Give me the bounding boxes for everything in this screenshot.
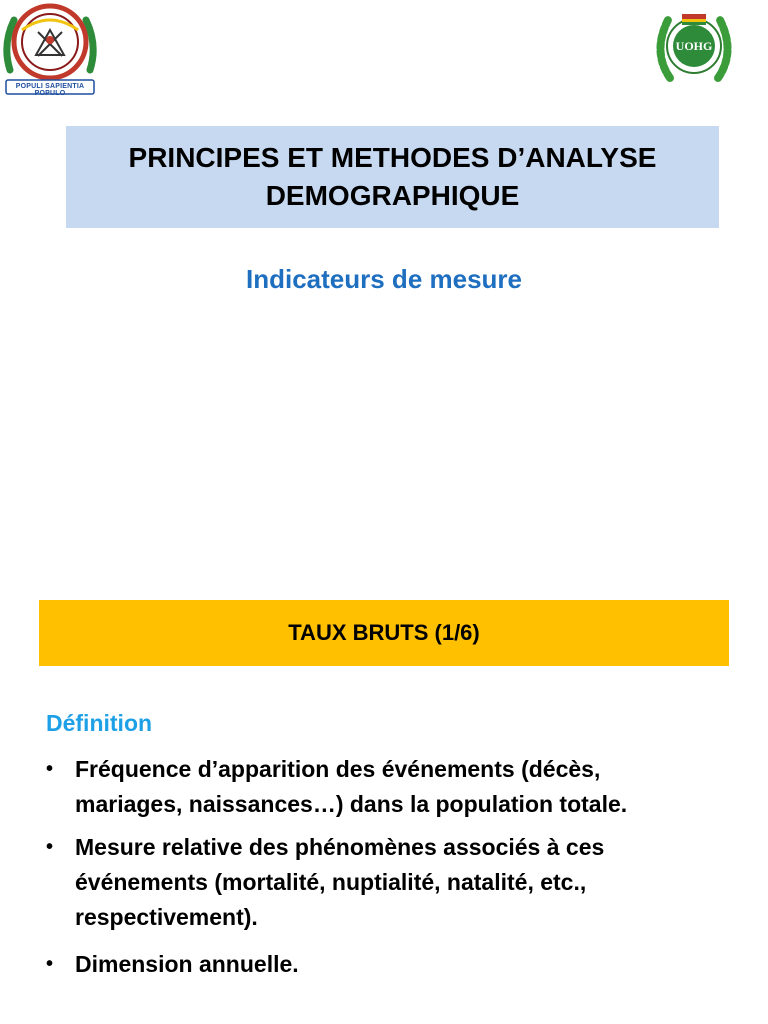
definition-bullet-list xyxy=(46,752,736,982)
university-seal-logo xyxy=(0,0,100,100)
section-heading-bar xyxy=(39,600,729,666)
definition-heading: Définition xyxy=(46,710,153,736)
bullet-2-line-3: respectivement). xyxy=(75,904,258,930)
bullet-3-line-1: Dimension annuelle. xyxy=(75,951,299,977)
slide-title-line-2: DEMOGRAPHIQUE xyxy=(265,180,520,211)
bullet-1-line-1: Fréquence d’apparition des événements (décès, xyxy=(75,756,601,782)
seal-motto: POPULI SAPIENTIA POPULO xyxy=(15,83,85,97)
slide-title-line-1: PRINCIPES ET METHODES D’ANALYSE xyxy=(128,142,657,173)
uohg-logo xyxy=(648,8,740,90)
uohg-acronym: UOHG xyxy=(675,39,713,53)
bullet-icon: • xyxy=(46,953,54,975)
bullet-2-line-1: Mesure relative des phénomènes associés à ces xyxy=(75,834,605,860)
bullet-icon: • xyxy=(46,758,54,780)
list-item xyxy=(46,947,736,982)
bullet-2-line-2: événements (mortalité, nuptialité, natalité, etc., xyxy=(75,869,587,895)
bullet-1-line-2: mariages, naissances…) dans la population totale. xyxy=(75,791,628,817)
section-heading: TAUX BRUTS (1/6) xyxy=(288,620,480,645)
list-item xyxy=(46,830,736,935)
slide-subtitle: Indicateurs de mesure xyxy=(246,264,522,294)
bullet-icon: • xyxy=(46,836,54,858)
list-item xyxy=(46,752,736,822)
slide-title xyxy=(66,126,719,228)
